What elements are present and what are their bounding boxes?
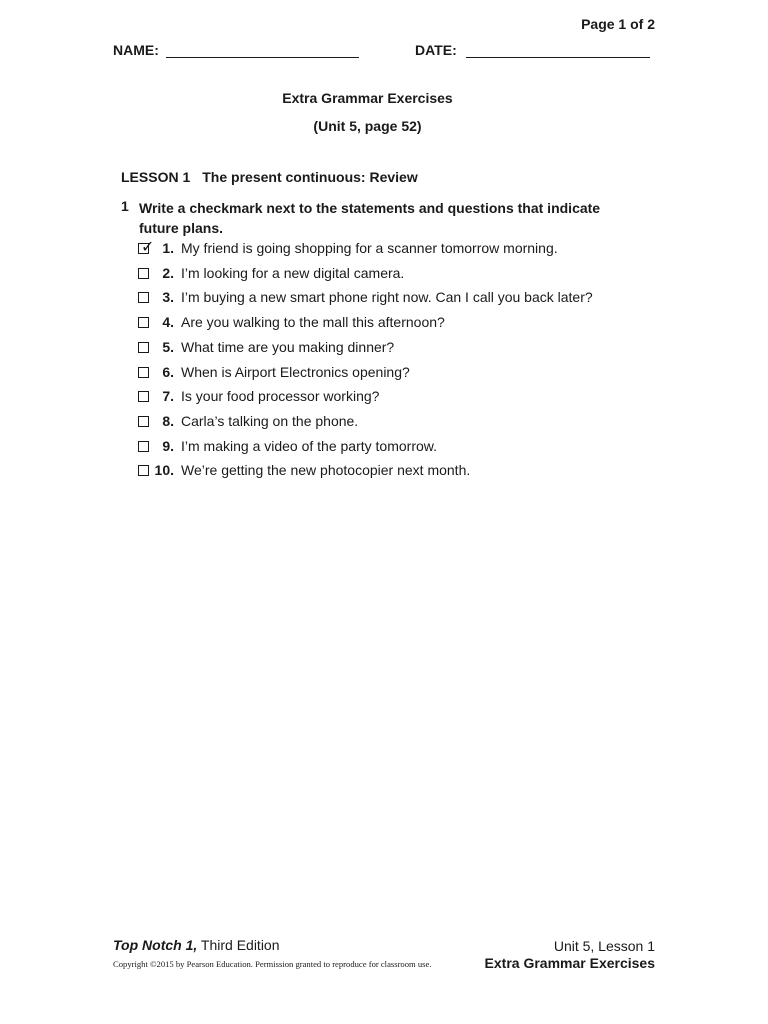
checkbox[interactable] bbox=[138, 317, 149, 328]
checkbox[interactable] bbox=[138, 465, 149, 476]
checkbox[interactable] bbox=[138, 239, 155, 256]
lesson-heading bbox=[121, 169, 418, 185]
item-number: 4. bbox=[162, 314, 174, 331]
item-number: 6. bbox=[162, 363, 174, 380]
item-number: 7. bbox=[162, 388, 174, 405]
item-text: What time are you making dinner? bbox=[181, 338, 395, 355]
book-edition: Third Edition bbox=[197, 937, 280, 953]
lesson-label: LESSON 1 bbox=[121, 169, 191, 185]
name-label: NAME: bbox=[113, 42, 159, 58]
page-number: Page 1 of 2 bbox=[581, 16, 655, 32]
checkbox[interactable] bbox=[138, 268, 149, 279]
book-title: Top Notch 1, bbox=[113, 937, 198, 953]
item-number: 8. bbox=[162, 412, 174, 429]
footer-unit-lesson: Unit 5, Lesson 1 bbox=[553, 938, 655, 954]
checkmark-icon: ✓ bbox=[141, 239, 155, 256]
footer-book-title bbox=[113, 937, 280, 953]
checkbox[interactable] bbox=[138, 292, 149, 303]
item-text: I’m looking for a new digital camera. bbox=[181, 264, 405, 281]
checkbox[interactable] bbox=[138, 391, 149, 402]
item-text: Are you walking to the mall this afternoon? bbox=[181, 314, 445, 331]
item-text: Is your food processor working? bbox=[181, 388, 380, 405]
item-text: When is Airport Electronics opening? bbox=[181, 363, 410, 380]
date-field-line[interactable] bbox=[466, 57, 650, 58]
item-number: 1. bbox=[162, 240, 174, 256]
item-text: I’m making a video of the party tomorrow. bbox=[181, 437, 437, 454]
item-number: 10. bbox=[154, 462, 174, 479]
checkbox[interactable] bbox=[138, 367, 149, 378]
exercise-instruction: Write a checkmark next to the statements and questions that indicate future plans. bbox=[139, 200, 601, 236]
item-number: 5. bbox=[162, 338, 174, 355]
checkbox[interactable] bbox=[138, 441, 149, 452]
checkbox[interactable] bbox=[138, 416, 149, 427]
item-text: My friend is going shopping for a scanner tomorrow morning. bbox=[181, 240, 558, 256]
page-subtitle: (Unit 5, page 52) bbox=[313, 118, 422, 134]
footer-section: Extra Grammar Exercises bbox=[484, 955, 655, 971]
copyright-notice: Copyright ©2015 by Pearson Education. Permission granted to reproduce for classroom use. bbox=[113, 959, 432, 969]
item-text: Carla’s talking on the phone. bbox=[181, 412, 359, 429]
checkbox[interactable] bbox=[138, 342, 149, 353]
name-field-line[interactable] bbox=[166, 57, 359, 58]
page-title: Extra Grammar Exercises bbox=[282, 90, 453, 106]
exercise-number: 1 bbox=[121, 198, 129, 214]
date-label: DATE: bbox=[415, 42, 457, 58]
item-number: 9. bbox=[162, 437, 174, 454]
lesson-topic: The present continuous: Review bbox=[202, 169, 418, 185]
item-text: We’re getting the new photocopier next month. bbox=[181, 462, 471, 479]
item-number: 2. bbox=[162, 264, 174, 281]
item-text: I’m buying a new smart phone right now. Can I call you back later? bbox=[181, 289, 593, 306]
item-number: 3. bbox=[162, 289, 174, 306]
